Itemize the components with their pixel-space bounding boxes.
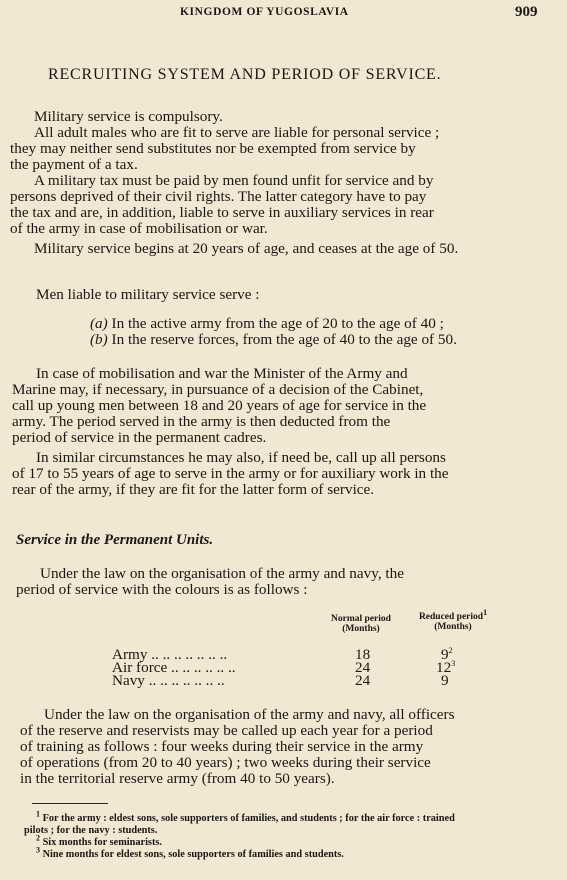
- para3-line: period of service with the colours is as follows :: [16, 581, 308, 598]
- para4-line: Under the law on the organisation of the army and navy, all officers: [44, 706, 455, 723]
- para2-line: Marine may, if necessary, in pursuance of a decision of the Cabinet,: [12, 381, 424, 398]
- para4-line: in the territorial reserve army (from 40 to 50 years).: [20, 770, 335, 787]
- footnote-ref: 3: [451, 658, 456, 668]
- footnote: $^2$ Six months for seminarists.: [36, 833, 162, 848]
- column-header-line: (Months): [342, 624, 380, 634]
- cell-normal: 24: [355, 672, 371, 689]
- para2-line: rear of the army, if they are fit for the latter form of service.: [12, 481, 375, 498]
- para1-line: of the army in case of mobilisation or war.: [10, 220, 268, 237]
- para4-line: of the reserve and reservists may be called up each year for a period: [20, 722, 433, 739]
- row-label: Navy: [112, 672, 145, 689]
- liable-intro: Men liable to military service serve :: [36, 286, 260, 303]
- liable-item: [90, 332, 457, 348]
- para1-line: Military service is compulsory.: [34, 108, 223, 125]
- para1-line: All adult males who are fit to serve are liable for personal service ;: [34, 124, 440, 141]
- para1-line: the tax and are, in addition, liable to serve in auxiliary services in rear: [10, 204, 434, 221]
- para2-line: army. The period served in the army is then deducted from the: [12, 413, 391, 430]
- para1-line: persons deprived of their civil rights. The latter category have to pay: [10, 188, 427, 205]
- column-header-line: Reduced period: [418, 612, 484, 622]
- footnote-ref: 1: [483, 607, 488, 617]
- column-header-line: Normal period: [331, 614, 391, 624]
- row-label: Army: [112, 646, 148, 663]
- para3-line: Under the law on the organisation of the army and navy, the: [40, 565, 404, 582]
- para4-line: of operations (from 20 to 40 years) ; two weeks during their service: [20, 754, 431, 771]
- row-leader: .. .. .. .. .. .. ..: [151, 646, 228, 663]
- column-header-reduced: [408, 607, 498, 632]
- row-label: Air force: [112, 659, 168, 676]
- column-header-line: (Months): [434, 622, 472, 632]
- row-leader: .. .. .. .. .. .. ..: [148, 672, 225, 689]
- cell-normal: 24: [355, 659, 371, 676]
- table-row: [112, 673, 225, 689]
- para1-line: they may neither send substitutes nor be exempted from service by: [10, 140, 416, 157]
- liable-item: [90, 316, 444, 332]
- column-header-normal: [320, 614, 402, 634]
- para4-line: of training as follows : four weeks during their service in the army: [20, 738, 424, 755]
- list-text: In the reserve forces, from the age of 40 to the age of 50.: [111, 331, 457, 348]
- para1-line: Military service begins at 20 years of age, and ceases at the age of 50.: [34, 240, 459, 257]
- footnote-mark: 1: [36, 809, 40, 819]
- row-leader: .. .. .. .. .. ..: [171, 659, 236, 676]
- footnote-ref: 2: [448, 645, 453, 655]
- footnote-mark: 3: [36, 845, 40, 855]
- list-marker: (a): [90, 315, 108, 332]
- footnote: $^1$ For the army : eldest sons, sole supporters of families, and students ; for the air force : trained: [36, 809, 455, 824]
- para2-line: In similar circumstances he may also, if need be, call up all persons: [36, 449, 446, 466]
- list-text: In the active army from the age of 20 to the age of 40 ;: [111, 315, 444, 332]
- footnote-rule: [32, 803, 108, 804]
- para2-line: In case of mobilisation and war the Minister of the Army and: [36, 365, 408, 382]
- footnote-mark: 2: [36, 833, 40, 843]
- page-title: RECRUITING SYSTEM AND PERIOD OF SERVICE.: [48, 66, 442, 83]
- para2-line: period of service in the permanent cadres.: [12, 429, 267, 446]
- para2-line: call up young men between 18 and 20 years of age for service in the: [12, 397, 427, 414]
- footnote: $^3$ Nine months for eldest sons, sole supporters of families and students.: [36, 845, 344, 860]
- page-number: 909: [515, 4, 538, 20]
- list-marker: (b): [90, 331, 108, 348]
- cell-reduced: $9^2$: [441, 645, 453, 663]
- section-heading: Service in the Permanent Units.: [16, 532, 214, 548]
- cell-reduced: $12^3$: [436, 658, 456, 676]
- para2-line: of 17 to 55 years of age to serve in the army or for auxiliary work in the: [12, 465, 449, 482]
- cell-reduced: 9: [441, 672, 449, 689]
- cell-normal: 18: [355, 646, 371, 663]
- para1-line: the payment of a tax.: [10, 156, 138, 173]
- para1-line: A military tax must be paid by men found unfit for service and by: [34, 172, 434, 189]
- footnote: pilots ; for the navy : students.: [24, 825, 158, 836]
- running-head: KINGDOM OF YUGOSLAVIA: [180, 6, 349, 18]
